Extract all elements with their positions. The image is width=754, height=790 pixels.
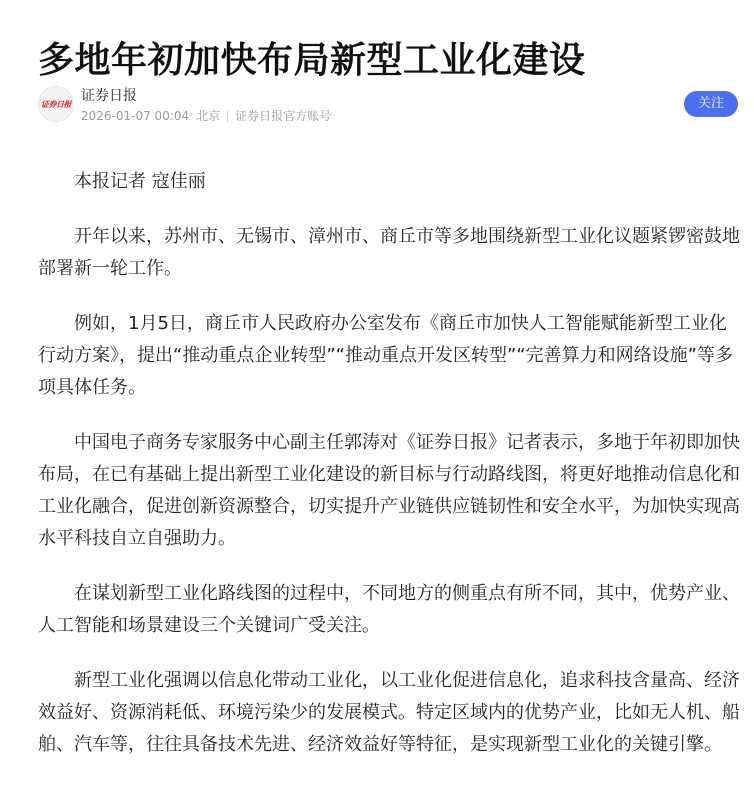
follow-button[interactable]: 关注 bbox=[684, 91, 738, 117]
paragraph: 新型工业化强调以信息化带动工业化，以工业化促进信息化，追求科技含量高、经济效益好、资源消耗低、环境污染少的发展模式。特定区域内的优势产业，比如无人机、船舶、汽车等，往往具备技术先进、经济效益好等特征，是实现新型工业化的关键引擎。 bbox=[38, 670, 740, 755]
meta-divider bbox=[227, 111, 228, 122]
paragraph-byline: 本报记者 寇佳丽 bbox=[74, 171, 206, 192]
author-name[interactable]: 证券日报 bbox=[81, 88, 137, 104]
paragraph: 中国电子商务专家服务中心副主任郭涛对《证券日报》记者表示，多地于年初即加快布局，在已有基础上提出新型工业化建设的新目标与行动路线图，将更好地推动信息化和工业化融合，促进创新资源整合，切实提升产业链供应链韧性和安全水平，为加快实现高水平科技自立自强助力。 bbox=[38, 432, 740, 549]
publisher-logo-icon: 证券日报 bbox=[41, 98, 71, 109]
paragraph: 在谋划新型工业化路线图的过程中，不同地方的侧重点有所不同，其中，优势产业、人工智能和场景建设三个关键词广受关注。 bbox=[38, 583, 740, 636]
article-title: 多地年初加快布局新型工业化建设 bbox=[38, 40, 586, 82]
account-description: 证券日报官方账号 bbox=[235, 109, 332, 123]
publish-date: 2026-01-07 00:04 bbox=[81, 109, 190, 123]
article-body bbox=[38, 166, 740, 784]
publish-meta bbox=[81, 107, 331, 125]
paragraph: 例如，1月5日，商丘市人民政府办公室发布《商丘市加快人工智能赋能新型工业化行动方案》，提出“推动重点企业转型”“推动重点开发区转型”“完善算力和网络设施”等多项具体任务。 bbox=[38, 313, 733, 398]
paragraph: 开年以来，苏州市、无锡市、漳州市、商丘市等多地围绕新型工业化议题紧锣密鼓地部署新一轮工作。 bbox=[38, 226, 740, 279]
publish-location: 北京 bbox=[196, 109, 221, 123]
author-info bbox=[38, 86, 738, 126]
avatar[interactable] bbox=[38, 86, 74, 122]
